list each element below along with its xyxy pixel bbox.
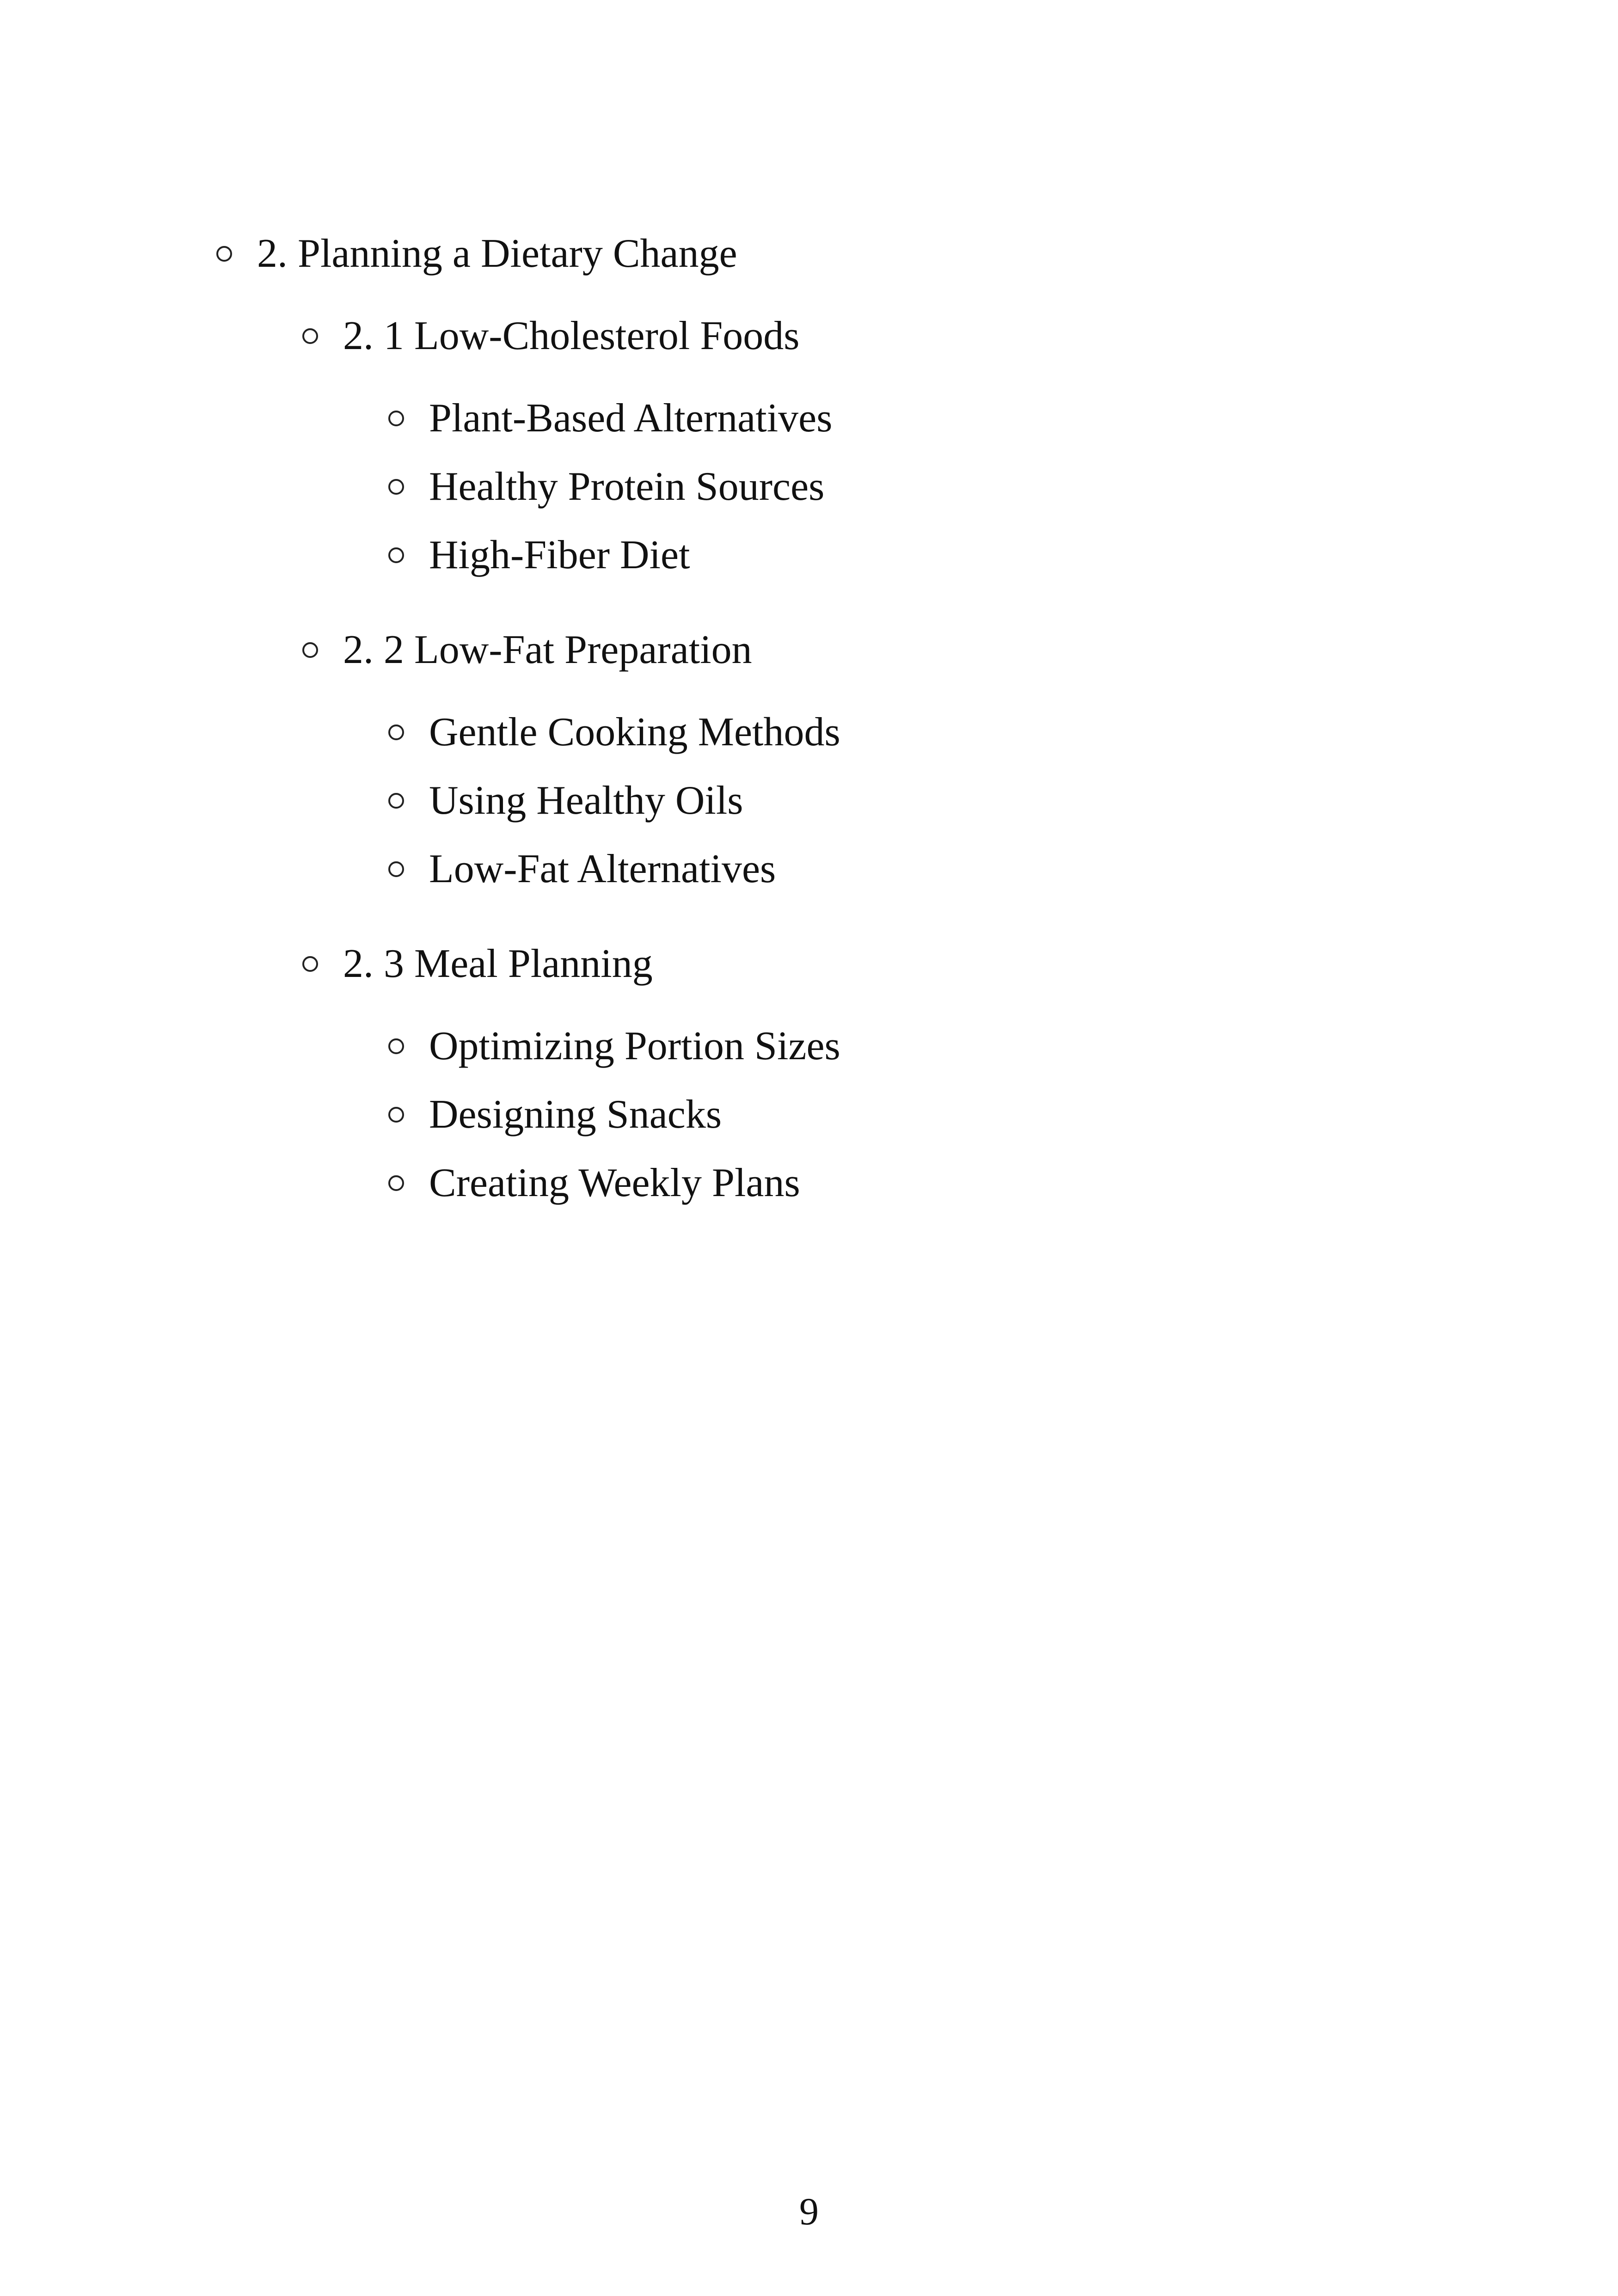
hollow-circle-bullet-icon [216,246,232,262]
hollow-circle-bullet-icon [388,1038,404,1054]
outline-subsection-item [302,627,752,672]
outline-list-item [388,535,690,576]
outline-subsection-item [302,313,800,358]
hollow-circle-bullet-icon [302,328,318,344]
hollow-circle-bullet-icon [302,956,318,972]
outline-item-label: Optimizing Portion Sizes [429,1024,840,1068]
outline-list-item [388,780,743,821]
outline-subsection-label: 2. 1 Low-Cholesterol Foods [343,313,800,358]
outline-item-label: High-Fiber Diet [429,533,690,577]
outline-list-item [388,464,825,509]
hollow-circle-bullet-icon [388,479,404,495]
outline-item-label: Healthy Protein Sources [429,464,825,509]
outline-subsection-label: 2. 3 Meal Planning [343,941,653,986]
outline-item-label: Designing Snacks [429,1092,722,1137]
outline-item-label: Low-Fat Alternatives [429,847,776,891]
outline-item-label: Using Healthy Oils [429,778,743,823]
outline-list-item [388,1160,800,1205]
outline-item-label: Creating Weekly Plans [429,1160,800,1205]
outline-item-label: Gentle Cooking Methods [429,710,840,755]
hollow-circle-bullet-icon [388,1107,404,1123]
hollow-circle-bullet-icon [388,724,404,740]
outline-list-item [388,1026,840,1067]
outline-list-item [388,712,840,753]
outline-section-item [216,233,737,274]
outline-list-item [388,398,832,439]
outline-list-item [388,1094,722,1135]
page-number: 9 [799,2190,819,2233]
outline-list-item [388,849,776,890]
outline-subsection-item [302,941,653,986]
hollow-circle-bullet-icon [388,861,404,877]
hollow-circle-bullet-icon [388,547,404,563]
hollow-circle-bullet-icon [302,642,318,658]
outline-subsection-label: 2. 2 Low-Fat Preparation [343,627,752,672]
hollow-circle-bullet-icon [388,411,404,426]
outline-item-label: Plant-Based Alternatives [429,396,833,441]
hollow-circle-bullet-icon [388,1175,404,1191]
outline-section-label: 2. Planning a Dietary Change [257,231,737,276]
hollow-circle-bullet-icon [388,793,404,809]
